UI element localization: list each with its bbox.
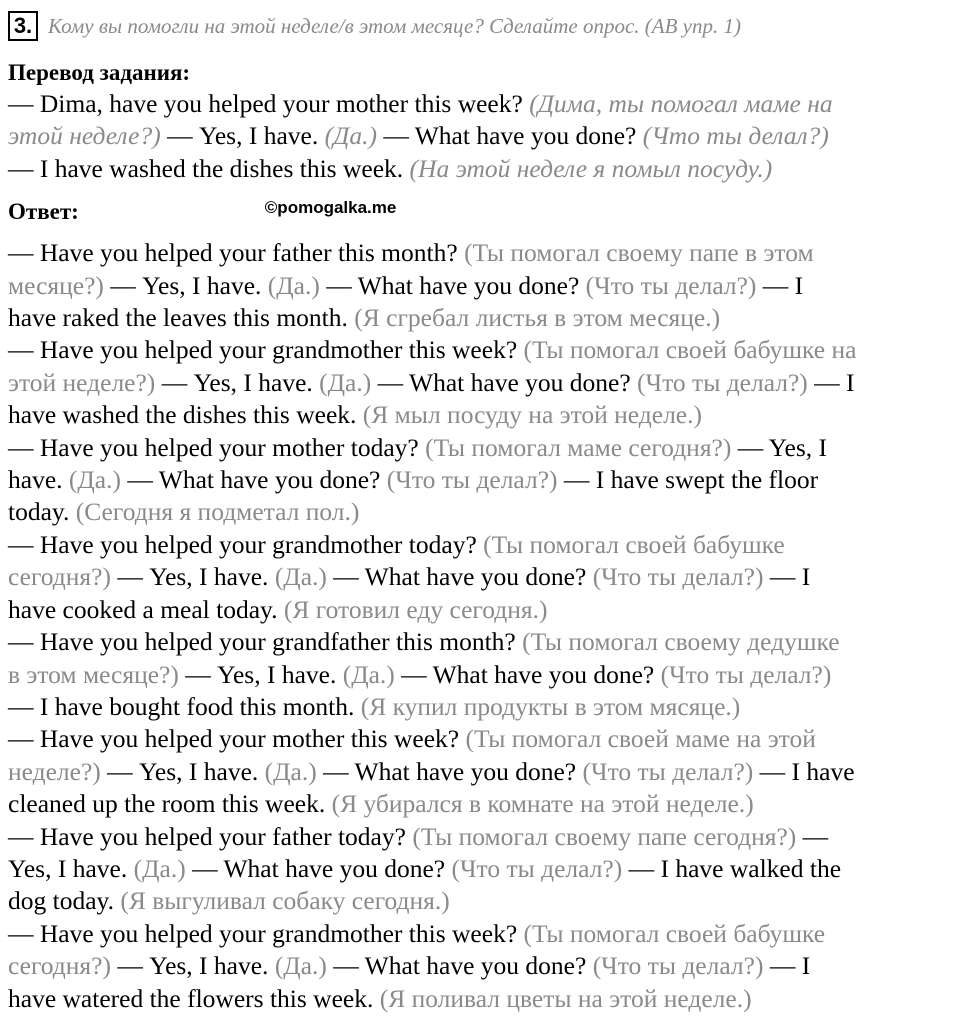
english-text-fragment: — Yes, I have. [110,562,275,592]
text-line [8,594,954,626]
russian-translation-fragment: (Да.) [264,756,317,786]
english-text-fragment: — I have swept the floor [557,465,819,495]
english-text-fragment: — What have you done? [120,465,387,495]
english-text-fragment: — What have you done? [376,121,643,151]
russian-translation-fragment: (Я сгребал листья в этом месяце.) [354,303,721,333]
task-header [8,10,954,42]
russian-translation-fragment: (Да.) [342,659,395,689]
english-text-fragment: cleaned up the room this week. [8,789,332,819]
text-line [8,237,954,269]
english-text-fragment: — What have you done? [316,756,583,786]
text-line [8,88,954,120]
english-text-fragment: have. [8,465,69,495]
text-line [8,432,954,464]
english-text-fragment: — I [763,562,811,592]
text-line [8,918,954,950]
text-line [8,367,954,399]
english-text-fragment: — I have [753,756,855,786]
text-line [8,756,954,788]
russian-translation-fragment: (Ты помогал своей бабушке [523,918,826,948]
english-text-fragment: — I have bought food this month. [8,691,361,721]
text-line [8,334,954,366]
english-text-fragment: — Yes, I have. [178,659,343,689]
english-text-fragment: — What have you done? [185,853,452,883]
english-text-fragment: — Have you helped your father this month? [8,238,465,268]
russian-translation-fragment: (Что ты делал?) [637,367,808,397]
english-text-fragment: today. [8,497,76,527]
text-line [8,153,954,185]
task-instruction: Кому вы помогли на этой неделе/в этом месяце? Сделайте опрос. (АВ упр. 1) [48,13,741,38]
russian-translation-fragment: (Что ты делал?) [592,951,764,981]
russian-translation-fragment: (Я готовил еду сегодня.) [283,594,548,624]
russian-translation-fragment: (Ты помогал своему папе в этом [464,238,814,268]
russian-translation-fragment: (Ты помогал маме сегодня?) [425,432,732,462]
english-text-fragment: — [796,821,829,851]
russian-translation-fragment: (Да.) [267,270,320,300]
english-text-fragment: — I [763,951,811,981]
text-line [8,399,954,431]
text-line [8,950,954,982]
english-text-fragment: — I have washed the dishes this week. [8,153,410,183]
russian-translation-fragment: (Да.) [133,853,186,883]
english-text-fragment: — Have you helped your mother this week? [8,724,466,754]
english-text-fragment: — Yes, I have. [155,367,320,397]
translation-text [8,88,954,185]
english-text-fragment: — Dima, have you helped your mother this week? [8,89,530,118]
translation-heading: Перевод задания: [8,60,191,85]
english-text-fragment: — What have you done? [319,270,586,300]
text-line [8,626,954,658]
answer-heading: Ответ: [8,199,79,225]
russian-translation-fragment: (Да.) [274,951,327,981]
english-text-fragment: — I have walked the [622,853,842,883]
russian-translation-fragment: сегодня?) [8,562,111,592]
english-text-fragment: have cooked a meal today. [8,594,284,624]
english-text-fragment: have washed the dishes this week. [8,400,363,430]
english-text-fragment: — What have you done? [394,659,661,689]
text-line [8,120,954,152]
text-line [8,885,954,917]
russian-translation-fragment: (Да.) [319,367,372,397]
russian-translation-fragment: (Сегодня я подметал пол.) [75,497,360,527]
russian-translation-fragment: (Что ты делал?) [660,659,832,689]
russian-translation-fragment: (На этой неделе я помыл посуду.) [409,153,773,183]
english-text-fragment: — I [807,367,855,397]
english-text-fragment: — What have you done? [371,367,638,397]
english-text-fragment: — Yes, I have. [100,756,265,786]
english-text-fragment: — Have you helped your grandmother today? [8,529,484,559]
russian-translation-fragment: (Ты помогал своему папе сегодня?) [412,821,797,851]
text-line [8,853,954,885]
english-text-fragment: — Have you helped your grandfather this month? [8,627,523,657]
russian-translation-fragment: (Что ты делал?) [582,756,754,786]
english-text-fragment: — Yes, I have. [110,951,275,981]
english-text-fragment: — What have you done? [326,951,593,981]
text-line [8,821,954,853]
english-text-fragment: have watered the flowers this week. [8,983,380,1013]
russian-translation-fragment: (Что ты делал?) [592,562,764,592]
english-text-fragment: — Have you helped your grandmother this week? [8,335,524,365]
russian-translation-fragment: (Я мыл посуду на этой неделе.) [362,400,702,430]
english-text-fragment: dog today. [8,886,121,916]
english-text-fragment: — Have you helped your father today? [8,821,413,851]
english-text-fragment: — What have you done? [326,562,593,592]
russian-translation-fragment: (Ты помогал своему дедушке [522,627,840,657]
text-line [8,464,954,496]
russian-translation-fragment: этой неделе?) [8,121,161,151]
russian-translation-fragment: (Да.) [324,121,377,151]
english-text-fragment: — Yes, I have. [160,121,325,151]
text-line [8,496,954,528]
text-line [8,788,954,820]
russian-translation-fragment: (Я убирался в комнате на этой неделе.) [331,789,754,819]
russian-translation-fragment: сегодня?) [8,951,111,981]
text-line [8,561,954,593]
english-text-fragment: — Yes, I [731,432,828,462]
task-number: 3. [8,11,38,41]
english-text-fragment: Yes, I have. [8,853,134,883]
russian-translation-fragment: месяце?) [8,270,104,300]
document-page [8,10,954,1015]
russian-translation-fragment: (Дима, ты помогал маме на [529,89,833,118]
russian-translation-fragment: (Ты помогал своей маме на этой [465,724,816,754]
watermark-text: ©pomogalka.me [264,198,397,218]
russian-translation-fragment: (Что ты делал?) [451,853,623,883]
text-line [8,983,954,1015]
russian-translation-fragment: (Я выгуливал собаку сегодня.) [120,886,450,916]
russian-translation-fragment: этой неделе?) [8,367,156,397]
text-line [8,723,954,755]
text-line [8,270,954,302]
answer-header [8,197,954,227]
text-line [8,691,954,723]
answer-text [8,237,954,1015]
russian-translation-fragment: (Ты помогал своей бабушке на [523,335,857,365]
english-text-fragment: have raked the leaves this month. [8,303,355,333]
russian-translation-fragment: (Ты помогал своей бабушке [483,529,785,559]
english-text-fragment: — I [756,270,804,300]
english-text-fragment: — Have you helped your grandmother this week? [8,918,524,948]
russian-translation-fragment: неделе?) [8,756,101,786]
russian-translation-fragment: (Да.) [68,465,121,495]
english-text-fragment: — Yes, I have. [103,270,268,300]
text-line [8,302,954,334]
text-line [8,659,954,691]
english-text-fragment: — Have you helped your mother today? [8,432,426,462]
russian-translation-fragment: в этом месяце?) [8,659,179,689]
russian-translation-fragment: (Что ты делал?) [642,121,829,151]
russian-translation-fragment: (Да.) [274,562,327,592]
russian-translation-fragment: (Что ты делал?) [386,465,558,495]
russian-translation-fragment: (Я купил продукты в этом мясяце.) [360,691,741,721]
russian-translation-fragment: (Что ты делал?) [585,270,757,300]
russian-translation-fragment: (Я поливал цветы на этой неделе.) [379,983,752,1013]
text-line [8,529,954,561]
